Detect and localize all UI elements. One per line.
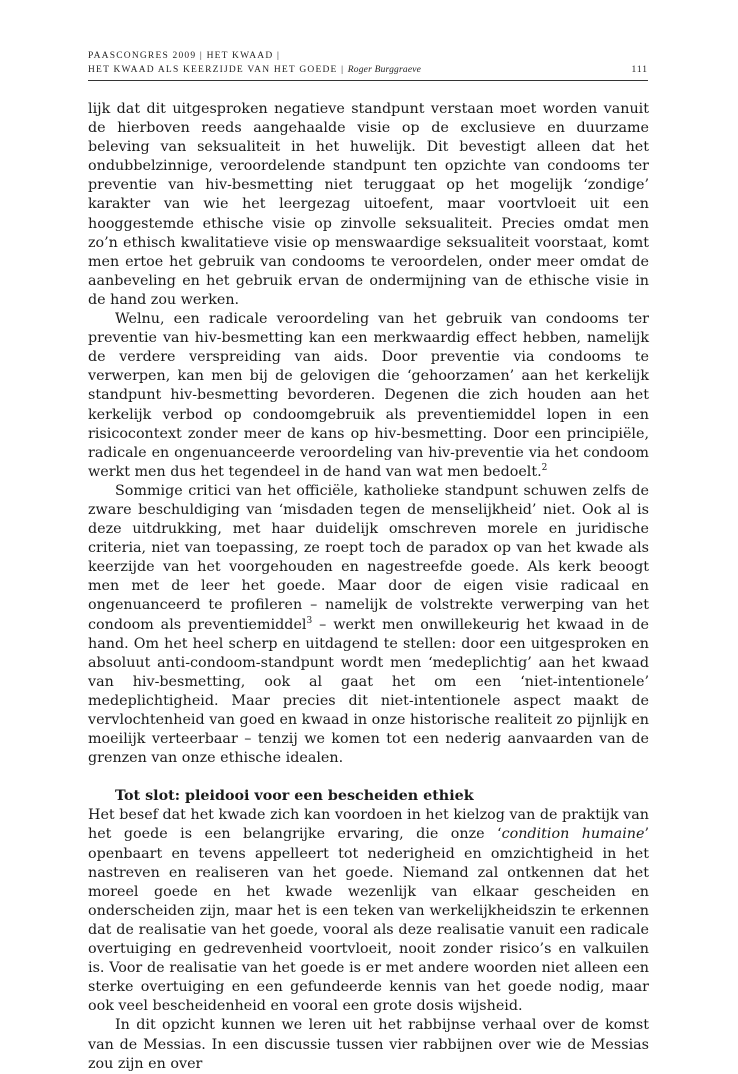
footnote-ref-3: 3 <box>306 615 313 626</box>
body-text <box>88 100 649 1074</box>
paragraph-3-text-a: Sommige critici van het officiële, katholieke standpunt schuwen zelfs de zware beschuldiging van ‘misdaden tegen de menselijkheid’ niet. Ook al is deze uitdrukking, met haar duidelijk omschreven morele en juridische criteria, niet van toepassing, ze roept toch de paradox op van het kwade als keerzijde van het voorgehouden en nagestreefde goede. Als kerk beoogt men met de leer het goede. Maar door de eigen visie radicaal en ongenuanceerd te profileren – namelijk de volstrekte verwerping van het condoom als preventiemiddel <box>88 482 649 633</box>
header-rule <box>88 80 648 81</box>
paragraph-3 <box>88 482 649 768</box>
paragraph-2 <box>88 310 649 482</box>
section-paragraph-2 <box>88 1016 649 1073</box>
header-series-title: PAASCONGRES 2009 | HET KWAAD | <box>88 51 281 61</box>
italic-phrase: condition humaine <box>501 826 645 843</box>
section-paragraph-1 <box>88 806 649 1016</box>
header-article-title-text: HET KWAAD ALS KEERZIJDE VAN HET GOEDE | <box>88 65 345 75</box>
paragraph-2-text: Welnu, een radicale veroordeling van het gebruik van condooms ter preventie van hiv-besmetting kan een merkwaardig effect hebben, namelijk de verdere verspreiding van aids. Door preventie via condooms te verwerpen, kan men bij de gelovigen die ‘gehoorzamen’ aan het kerkelijk standpunt hiv-besmetting bevorderen. Degenen die zich houden aan het kerkelijk verbod op condoomgebruik als preventiemiddel lopen in een risicocontext zonder meer de kans op hiv-besmetting. Door een principiële, radicale en ongenuanceerde veroordeling van hiv-preventie via het condoom werkt men dus het tegendeel in de hand van wat men bedoelt. <box>88 311 649 480</box>
paragraph-3-text-b: – werkt men onwillekeurig het kwaad in de hand. Om het heel scherp en uitdagend te stellen: door een uitgesproken en absoluut anti-condoom-standpunt wordt men ‘medeplichtig’ aan het kwaad van hiv-besmetting, ook al gaat het om een ‘niet-intentionele’ medeplichtigheid. Maar precies dit niet-intentionele aspect maakt de vervlochtenheid van goed en kwaad in onze historische realiteit zo pijnlijk en moeilijk verteerbaar – tenzij we komen tot een nederig aanvaarden van de grenzen van onze ethische idealen. <box>88 616 649 767</box>
paragraph-1-text: lijk dat dit uitgesproken negatieve standpunt verstaan moet worden vanuit de hierboven reeds aangehaalde visie op de exclusieve en duurzame beleving van seksualiteit in het huwelijk. Dit bevestigt alleen dat het ondubbelzinnige, veroordelende standpunt ten opzichte van condooms ter preventie van hiv-besmetting niet teruggaat op het mogelijk ‘zondige’ karakter van wie het leergezag uitoefent, maar voortvloeit uit een hooggestemde ethische visie op zinvolle seksualiteit. Precies omdat men zo’n ethisch kwalitatieve visie op menswaardige seksualiteit voorstaat, komt men ertoe het gebruik van condooms te veroordelen, onder meer omdat de aanbeveling en het gebruik ervan de ondermijning van de ethische visie in de hand zou werken. <box>88 101 649 308</box>
header-author: Roger Burggraeve <box>347 65 422 75</box>
section-paragraph-1-text-b: ’ openbaart en tevens appelleert tot nederigheid en omzichtigheid in het nastreven en realiseren van het goede. Niemand zal ontkennen dat het moreel goede en het kwade wezenlijk van elkaar gescheiden en onderscheiden zijn, maar het is een teken van werkelijkheidszin te erkennen dat de realisatie van het goede, vooral als deze realisatie vanuit een radicale overtuiging en gedrevenheid voortvloeit, nooit zonder risico’s en valkuilen is. Voor de realisatie van het goede is er met andere woorden niet alleen een sterke overtuiging en een gefundeerde kennis van het goede nodig, maar ook veel bescheidenheid en vooral een grote dosis wijsheid. <box>88 826 649 1015</box>
paragraph-continuation <box>88 100 649 310</box>
section-heading: Tot slot: pleidooi voor een bescheiden ethiek <box>115 788 474 805</box>
running-header <box>88 49 648 77</box>
page-number: 111 <box>631 65 648 75</box>
section-paragraph-1-text-a: Het besef dat het kwade zich kan voordoen in het kielzog van de praktijk van het goede is een belangrijke ervaring, die onze ‘ <box>88 807 649 843</box>
footnote-ref-2: 2 <box>541 463 548 474</box>
header-article-title <box>88 63 648 77</box>
section-paragraph-2-text: In dit opzicht kunnen we leren uit het rabbijnse verhaal over de komst van de Messias. In een discussie tussen vier rabbijnen over wie de Messias zou zijn en over <box>88 1017 649 1072</box>
